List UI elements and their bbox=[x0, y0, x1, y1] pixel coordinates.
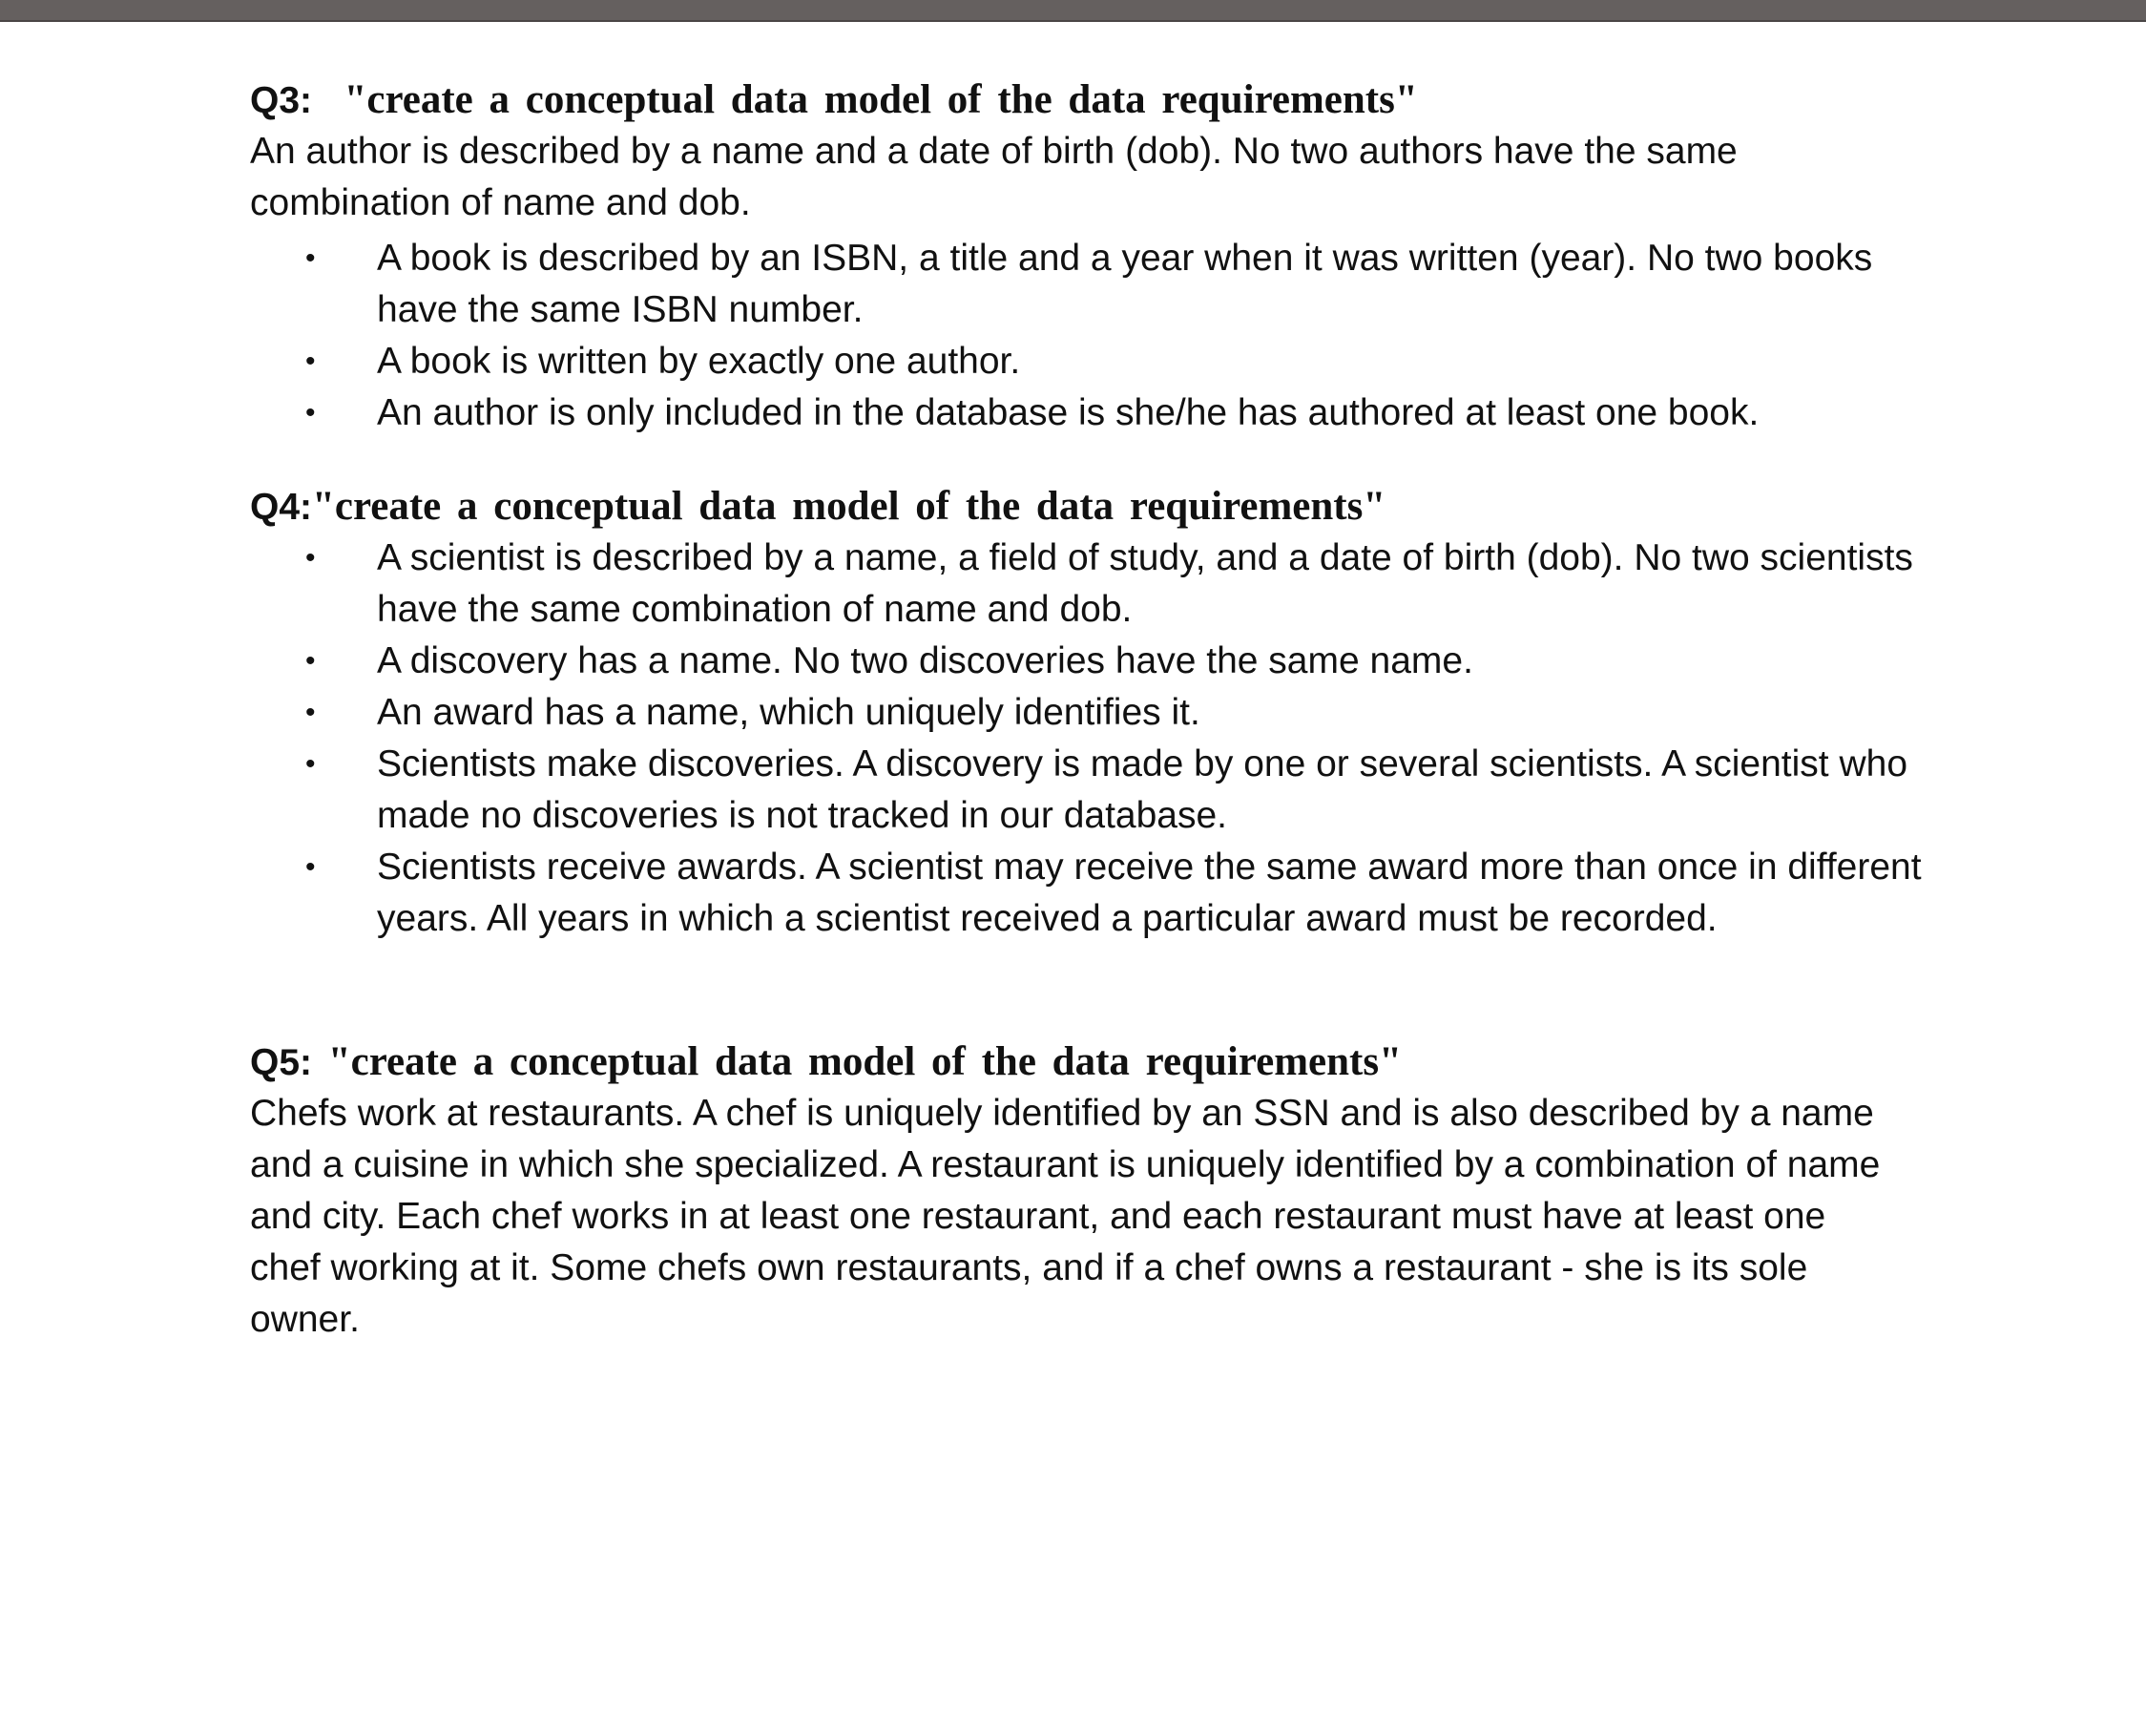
question-3-list bbox=[250, 233, 1929, 439]
bullet-icon: • bbox=[305, 345, 316, 377]
list-item-text: Scientists receive awards. A scientist may receive the same award more than once in different years. All years in which a scientist received a particular award must be recorded. bbox=[377, 847, 1922, 939]
list-item-text: A book is described by an ISBN, a title and a year when it was written (year). No two books have the same ISBN number. bbox=[377, 238, 1873, 330]
list-item-text: Scientists make discoveries. A discovery is made by one or several scientists. A scientist who made no discoveries is not tracked in our database. bbox=[377, 743, 1908, 836]
question-3-heading bbox=[250, 74, 1929, 126]
list-item bbox=[250, 636, 1942, 687]
bullet-icon: • bbox=[305, 851, 316, 883]
list-item-text: A discovery has a name. No two discoveries have the same name. bbox=[377, 640, 1473, 681]
question-3-title: "create a conceptual data model of the data requirements" bbox=[344, 77, 1418, 122]
question-4-heading bbox=[250, 481, 1929, 533]
list-item bbox=[250, 739, 1942, 842]
list-item-text: An award has a name, which uniquely identifies it. bbox=[377, 692, 1200, 733]
question-5-title: "create a conceptual data model of the data requirements" bbox=[327, 1039, 1402, 1084]
bullet-icon: • bbox=[305, 542, 316, 574]
window-top-bar bbox=[0, 0, 2146, 22]
question-4-label: Q4: bbox=[250, 487, 313, 528]
question-5 bbox=[250, 1036, 1929, 1346]
list-item bbox=[250, 533, 1942, 636]
bullet-icon: • bbox=[305, 242, 316, 274]
question-5-intro: Chefs work at restaurants. A chef is uniquely identified by an SSN and is also described by a name and a cuisine in which she specialized. A restaurant is uniquely identified by a combination of name and city. Each chef works in at least one restaurant, and each restaurant must have at least one chef working at it. Some chefs own restaurants, and if a chef owns a restaurant - she is its sole owner. bbox=[250, 1093, 1881, 1340]
question-5-heading bbox=[250, 1036, 1929, 1088]
question-3 bbox=[250, 74, 1929, 439]
list-item bbox=[250, 233, 1942, 336]
list-item-text: An author is only included in the database is she/he has authored at least one book. bbox=[377, 392, 1760, 433]
list-item-text: A scientist is described by a name, a field of study, and a date of birth (dob). No two scientists have the same combination of name and dob. bbox=[377, 537, 1913, 630]
list-item bbox=[250, 842, 1942, 945]
question-4 bbox=[250, 481, 1929, 945]
question-3-intro: An author is described by a name and a date of birth (dob). No two authors have the same combination of name and dob. bbox=[250, 131, 1738, 223]
list-item bbox=[250, 336, 1942, 387]
list-item bbox=[250, 687, 1942, 739]
bullet-icon: • bbox=[305, 397, 316, 429]
question-4-title: "create a conceptual data model of the data requirements" bbox=[312, 484, 1386, 529]
bullet-icon: • bbox=[305, 748, 316, 780]
question-4-list bbox=[250, 533, 1929, 945]
document-page bbox=[250, 74, 1929, 1346]
question-5-label: Q5: bbox=[250, 1042, 313, 1083]
list-item-text: A book is written by exactly one author. bbox=[377, 341, 1021, 382]
bullet-icon: • bbox=[305, 697, 316, 728]
bullet-icon: • bbox=[305, 645, 316, 677]
question-3-label: Q3: bbox=[250, 80, 313, 121]
list-item bbox=[250, 387, 1942, 439]
